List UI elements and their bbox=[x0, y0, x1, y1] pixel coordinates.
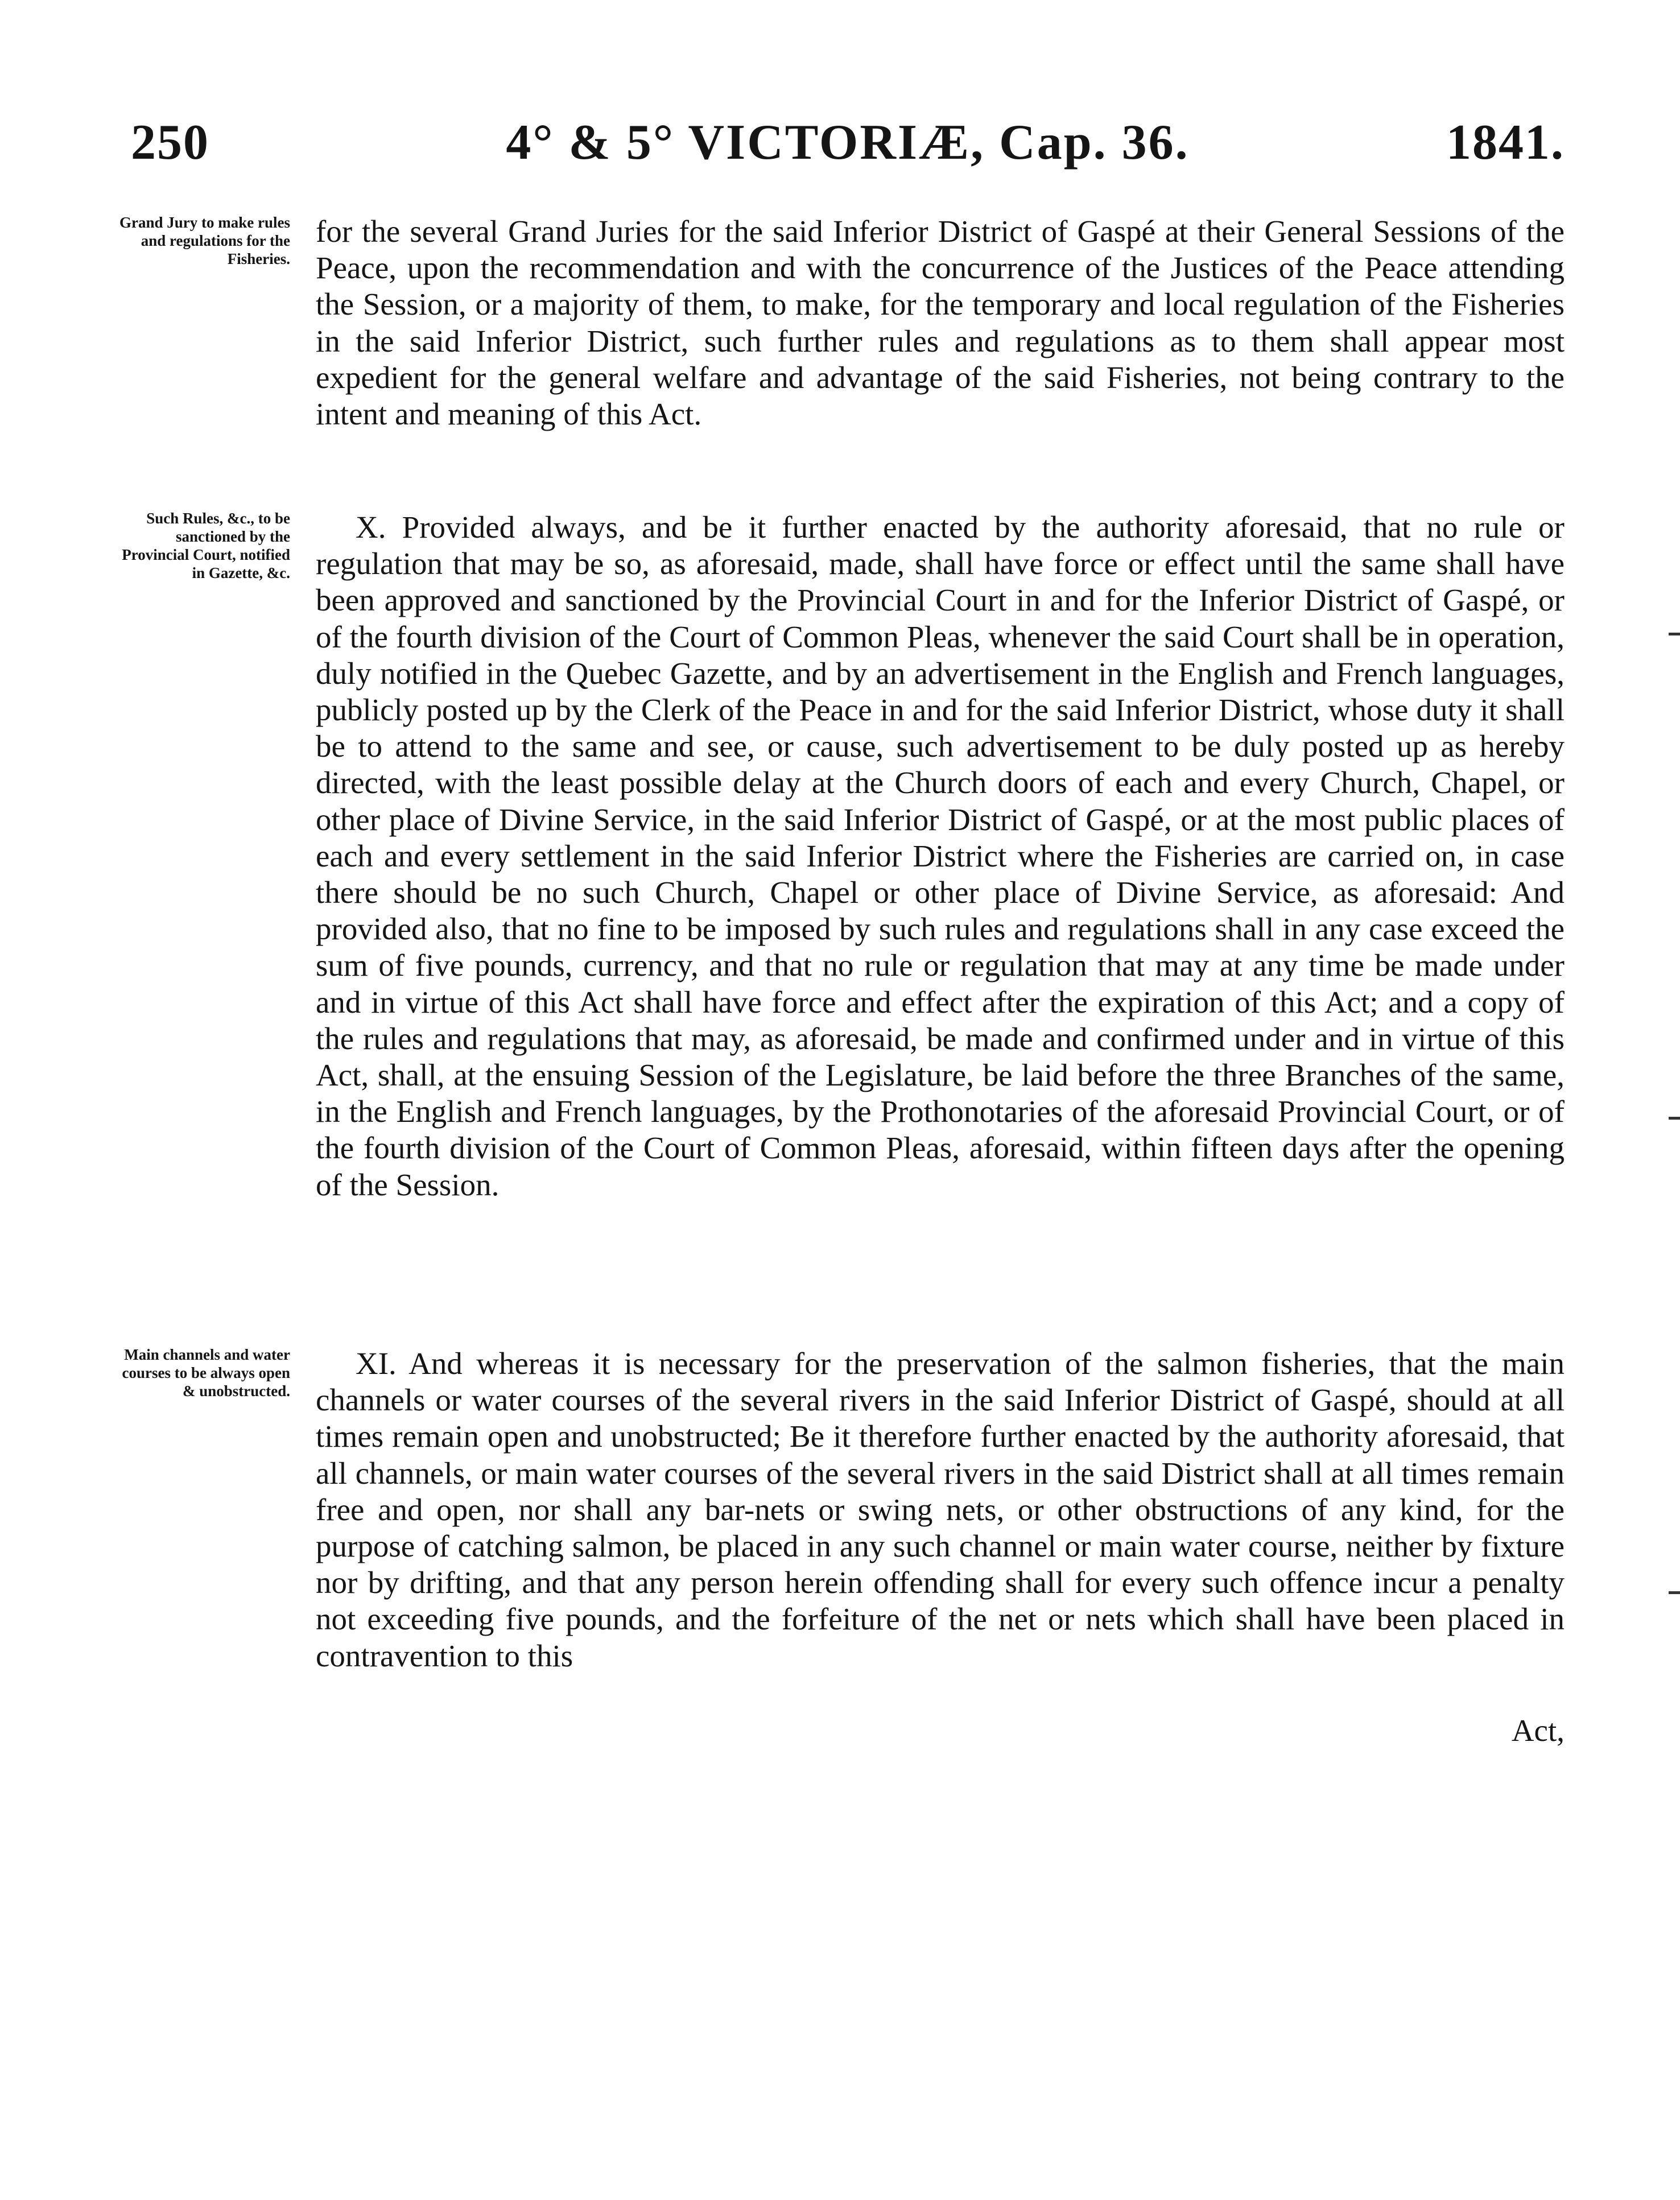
margin-mark bbox=[1669, 633, 1680, 635]
section-text: XI. And whereas it is necessary for the preservation of the salmon fisheries, that the main channels or water courses of the several rivers in the said Inferior District of Gaspé, should at all times remain open and unobstructed; Be it therefore further enacted by the authority aforesaid, that all channels, or main water courses of the several rivers in the said District shall at all times remain free and open, nor shall any bar-nets or swing nets, or other obstructions of any kind, for the purpose of catching salmon, be placed in any such channel or main water course, neither by fixture nor by drifting, and that any person herein offending shall for every such offence incur a penalty not exceeding five pounds, and the forfeiture of the net or nets which shall have been placed in contravention to this bbox=[316, 1346, 1565, 1673]
section-text: for the several Grand Juries for the said Inferior District of Gaspé at their General Sessions of the Peace, upon the recommendation and with the concurrence of the Justices of the Peace attending the Session, or a majority of them, to make, for the temporary and local regulation of the Fisheries in the said Inferior District, such further rules and regulations as to them shall appear most expedient for the general welfare and advantage of the said Fisheries, not being contrary to the intent and meaning of this Act. bbox=[316, 214, 1565, 432]
catchword: Act, bbox=[1511, 1713, 1565, 1748]
section-text: X. Provided always, and be it further enacted by the authority aforesaid, that no rule or regulation that may be so, as aforesaid, made, shall have force or effect until the same shall have been approved and sanctioned by the Provincial Court in and for the Inferior District of Gaspé, or of the fourth division of the Court of Common Pleas, whenever the said Court shall be in operation, duly notified in the Quebec Gazette, and by an advertisement in the English and French languages, publicly posted up by the Clerk of the Peace in and for the said Inferior District, whose duty it shall be to attend to the same and see, or cause, such advertisement to be duly posted up as hereby directed, with the least possible delay at the Church doors of each and every Church, Chapel, or other place of Divine Service, in the said Inferior District of Gaspé, or at the most public places of each and every settlement in the said Inferior District where the Fisheries are carried on, in case there should be no such Church, Chapel or other place of Divine Service, as aforesaid: And provided also, that no fine to be imposed by such rules and regulations shall in any case exceed the sum of five pounds, currency, and that no rule or regulation that may at any time be made under and in virtue of this Act shall have force and effect after the expiration of this Act; and a copy of the rules and regulations that may, as aforesaid, be made and confirmed under and in virtue of this Act, shall, at the ensuing Session of the Legislature, be laid before the three Branches of the same, in the English and French languages, by the Prothonotaries of the aforesaid Provincial Court, or of the fourth division of the Court of Common Pleas, aforesaid, within fifteen days after the opening of the Session. bbox=[316, 510, 1565, 1202]
marginal-note: Such Rules, &c., to be sanctioned by the Provincial Court, notified in Gazette, &c. bbox=[122, 510, 290, 581]
margin-mark bbox=[1669, 1117, 1680, 1120]
page-number: 250 bbox=[131, 115, 209, 170]
marginal-note: Grand Jury to make rules and regulations for the Fisheries. bbox=[119, 214, 290, 267]
marginal-note: Main channels and water courses to be always open & unobstructed. bbox=[122, 1346, 290, 1400]
year: 1841. bbox=[1446, 115, 1565, 170]
running-title: 4° & 5° VICTORIÆ, Cap. 36. bbox=[506, 115, 1190, 170]
page-header bbox=[131, 114, 1565, 176]
margin-mark bbox=[1669, 1591, 1680, 1594]
